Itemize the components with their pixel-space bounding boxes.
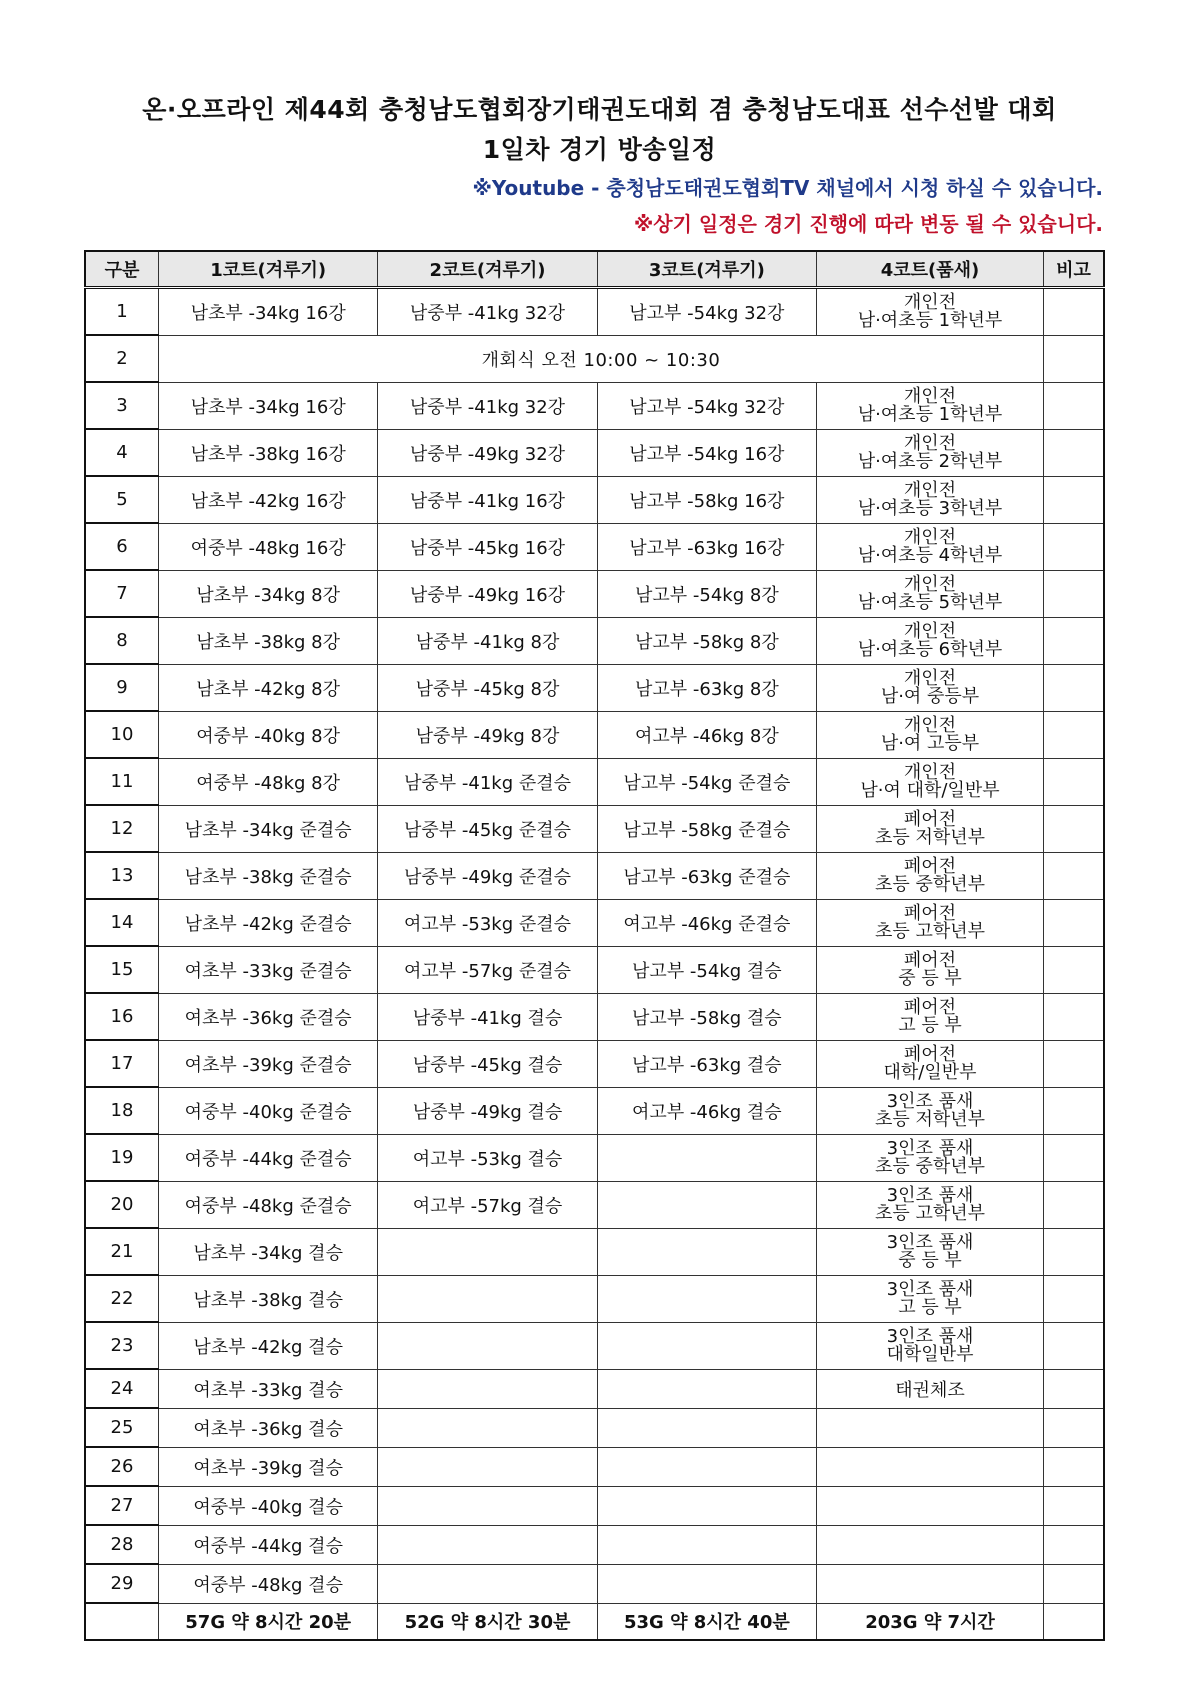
note-cell xyxy=(1043,382,1104,429)
row-number: 18 xyxy=(85,1087,158,1134)
court4-division: 초등 중학년부 xyxy=(874,1155,986,1177)
table-row xyxy=(85,1564,1104,1603)
court4-event-type: 3인조 품새 xyxy=(886,1137,974,1159)
court1-cell: 여중부 -40kg 결승 xyxy=(158,1486,377,1525)
table-row xyxy=(85,1486,1104,1525)
note-cell xyxy=(1043,899,1104,946)
court3-cell: 여고부 -46kg 결승 xyxy=(597,1087,816,1134)
row-number: 7 xyxy=(85,570,158,617)
court3-cell: 남고부 -63kg 16강 xyxy=(597,523,816,570)
court4-event-type: 3인조 품새 xyxy=(886,1184,974,1206)
court1-cell: 여중부 -48kg 결승 xyxy=(158,1564,377,1603)
row-number: 14 xyxy=(85,899,158,946)
note-cell xyxy=(1043,1408,1104,1447)
court4-division: 초등 고학년부 xyxy=(874,1202,986,1224)
court4-cell xyxy=(817,805,1044,852)
court2-cell: 남중부 -49kg 32강 xyxy=(378,429,597,476)
note-cell xyxy=(1043,946,1104,993)
court4-division: 중 등 부 xyxy=(898,1249,962,1271)
court4-division: 남·여 고등부 xyxy=(880,732,980,754)
table-row xyxy=(85,1134,1104,1181)
note-cell xyxy=(1043,664,1104,711)
court3-cell: 남고부 -63kg 준결승 xyxy=(597,852,816,899)
note-cell xyxy=(1043,1525,1104,1564)
youtube-notice: ※Youtube - 충청남도태권도협회TV 채널에서 시청 하실 수 있습니다. xyxy=(472,176,1103,200)
court3-cell xyxy=(597,1181,816,1228)
court1-cell: 남초부 -34kg 결승 xyxy=(158,1228,377,1275)
row-number: 20 xyxy=(85,1181,158,1228)
header-court3: 3코트(겨루기) xyxy=(597,251,816,288)
court4-event-type: 3인조 품새 xyxy=(886,1090,974,1112)
court1-cell: 남초부 -42kg 16강 xyxy=(158,476,377,523)
court4-event-type: 개인전 xyxy=(903,291,957,313)
court3-cell: 남고부 -63kg 8강 xyxy=(597,664,816,711)
note-cell xyxy=(1043,1369,1104,1408)
court4-division: 남·여 중등부 xyxy=(880,685,980,707)
totals-court3: 53G 약 8시간 40분 xyxy=(597,1603,816,1640)
court4-division: 남·여 대학/일반부 xyxy=(860,779,1000,801)
court2-cell: 여고부 -57kg 결승 xyxy=(378,1181,597,1228)
court2-cell xyxy=(378,1486,597,1525)
row-number: 21 xyxy=(85,1228,158,1275)
court1-cell: 남초부 -34kg 16강 xyxy=(158,382,377,429)
table-row xyxy=(85,852,1104,899)
note-cell xyxy=(1043,617,1104,664)
court2-cell: 남중부 -45kg 결승 xyxy=(378,1040,597,1087)
schedule-body xyxy=(85,288,1104,1604)
opening-ceremony-cell: 개회식 오전 10:00 ~ 10:30 xyxy=(158,335,1043,382)
court3-cell xyxy=(597,1228,816,1275)
header-no: 구분 xyxy=(85,251,158,288)
court4-cell xyxy=(817,664,1044,711)
court1-cell: 여중부 -44kg 결승 xyxy=(158,1525,377,1564)
court2-cell: 남중부 -41kg 32강 xyxy=(378,382,597,429)
court2-cell: 여고부 -53kg 결승 xyxy=(378,1134,597,1181)
court4-division: 남·여초등 3학년부 xyxy=(857,497,1003,519)
table-row xyxy=(85,429,1104,476)
table-row xyxy=(85,946,1104,993)
row-number: 16 xyxy=(85,993,158,1040)
table-row xyxy=(85,664,1104,711)
court4-cell xyxy=(817,1134,1044,1181)
court1-cell: 남초부 -38kg 8강 xyxy=(158,617,377,664)
court4-event-type: 페어전 xyxy=(903,1043,957,1065)
row-number: 15 xyxy=(85,946,158,993)
court4-event-type: 페어전 xyxy=(903,855,957,877)
court4-cell xyxy=(817,1408,1044,1447)
court4-event-type: 개인전 xyxy=(903,432,957,454)
totals-court4: 203G 약 7시간 xyxy=(817,1603,1044,1640)
totals-no xyxy=(85,1603,158,1640)
note-cell xyxy=(1043,335,1104,382)
court4-event-type: 개인전 xyxy=(903,714,957,736)
court4-cell xyxy=(817,1228,1044,1275)
court4-cell: 태권체조 xyxy=(817,1369,1044,1408)
court1-cell: 여중부 -40kg 준결승 xyxy=(158,1087,377,1134)
court4-cell xyxy=(817,1322,1044,1369)
court4-event-type: 3인조 품새 xyxy=(886,1325,974,1347)
court4-division: 대학일반부 xyxy=(886,1343,974,1365)
court4-cell xyxy=(817,758,1044,805)
row-number: 13 xyxy=(85,852,158,899)
court4-event-type: 개인전 xyxy=(903,526,957,548)
table-row xyxy=(85,1040,1104,1087)
court2-cell: 남중부 -41kg 16강 xyxy=(378,476,597,523)
note-cell xyxy=(1043,1275,1104,1322)
court2-cell xyxy=(378,1447,597,1486)
note-cell xyxy=(1043,1322,1104,1369)
header-court1: 1코트(겨루기) xyxy=(158,251,377,288)
court4-division: 남·여초등 4학년부 xyxy=(857,544,1003,566)
totals-court2: 52G 약 8시간 30분 xyxy=(378,1603,597,1640)
court2-cell: 남중부 -41kg 32강 xyxy=(378,288,597,336)
court2-cell: 남중부 -41kg 8강 xyxy=(378,617,597,664)
note-cell xyxy=(1043,476,1104,523)
court4-cell xyxy=(817,1087,1044,1134)
court4-division: 남·여초등 6학년부 xyxy=(857,638,1003,660)
court4-cell xyxy=(817,711,1044,758)
table-row xyxy=(85,570,1104,617)
court4-cell xyxy=(817,382,1044,429)
row-number: 17 xyxy=(85,1040,158,1087)
court4-division: 남·여초등 1학년부 xyxy=(857,309,1003,331)
court2-cell: 남중부 -45kg 준결승 xyxy=(378,805,597,852)
table-row xyxy=(85,523,1104,570)
note-cell xyxy=(1043,1486,1104,1525)
row-number: 23 xyxy=(85,1322,158,1369)
table-row xyxy=(85,899,1104,946)
court3-cell xyxy=(597,1564,816,1603)
header-court2: 2코트(겨루기) xyxy=(378,251,597,288)
row-number: 26 xyxy=(85,1447,158,1486)
row-number: 10 xyxy=(85,711,158,758)
court4-cell xyxy=(817,523,1044,570)
court1-cell: 여중부 -44kg 준결승 xyxy=(158,1134,377,1181)
court3-cell: 남고부 -54kg 32강 xyxy=(597,382,816,429)
court1-cell: 남초부 -38kg 결승 xyxy=(158,1275,377,1322)
court4-cell xyxy=(817,1525,1044,1564)
court4-event-type: 개인전 xyxy=(903,479,957,501)
document-subtitle: 1일차 경기 방송일정 xyxy=(482,135,717,164)
court3-cell: 여고부 -46kg 준결승 xyxy=(597,899,816,946)
court2-cell xyxy=(378,1408,597,1447)
table-row xyxy=(85,1228,1104,1275)
table-row xyxy=(85,1181,1104,1228)
table-row xyxy=(85,1369,1104,1408)
court2-cell: 남중부 -45kg 16강 xyxy=(378,523,597,570)
court4-division: 남·여초등 1학년부 xyxy=(857,403,1003,425)
table-row xyxy=(85,335,1104,382)
court1-cell: 여중부 -48kg 준결승 xyxy=(158,1181,377,1228)
row-number: 28 xyxy=(85,1525,158,1564)
note-cell xyxy=(1043,288,1104,336)
note-cell xyxy=(1043,852,1104,899)
court4-division: 고 등 부 xyxy=(898,1296,962,1318)
totals-note xyxy=(1043,1603,1104,1640)
schedule-table xyxy=(84,250,1105,1641)
court1-cell: 여중부 -48kg 16강 xyxy=(158,523,377,570)
court3-cell: 남고부 -58kg 8강 xyxy=(597,617,816,664)
table-row xyxy=(85,1087,1104,1134)
court3-cell: 남고부 -58kg 결승 xyxy=(597,993,816,1040)
court1-cell: 남초부 -42kg 준결승 xyxy=(158,899,377,946)
court4-cell xyxy=(817,1275,1044,1322)
table-row xyxy=(85,993,1104,1040)
note-cell xyxy=(1043,1447,1104,1486)
court4-event-type: 3인조 품새 xyxy=(886,1231,974,1253)
court2-cell xyxy=(378,1564,597,1603)
note-cell xyxy=(1043,570,1104,617)
court4-event-type: 3인조 품새 xyxy=(886,1278,974,1300)
row-number: 2 xyxy=(85,335,158,382)
court4-division: 초등 저학년부 xyxy=(874,1108,986,1130)
court1-cell: 남초부 -38kg 준결승 xyxy=(158,852,377,899)
court4-cell xyxy=(817,288,1044,336)
row-number: 6 xyxy=(85,523,158,570)
row-number: 5 xyxy=(85,476,158,523)
note-cell xyxy=(1043,1040,1104,1087)
court3-cell: 남고부 -63kg 결승 xyxy=(597,1040,816,1087)
court1-cell: 여초부 -33kg 준결승 xyxy=(158,946,377,993)
court4-cell xyxy=(817,429,1044,476)
schedule-change-notice: ※상기 일정은 경기 진행에 따라 변동 될 수 있습니다. xyxy=(633,212,1103,236)
court2-cell: 남중부 -45kg 8강 xyxy=(378,664,597,711)
header-row xyxy=(85,251,1104,288)
court4-event-type: 페어전 xyxy=(903,949,957,971)
table-row xyxy=(85,1322,1104,1369)
court4-division: 중 등 부 xyxy=(898,967,962,989)
table-row xyxy=(85,711,1104,758)
note-cell xyxy=(1043,1134,1104,1181)
row-number: 19 xyxy=(85,1134,158,1181)
court4-cell xyxy=(817,1447,1044,1486)
court4-cell xyxy=(817,993,1044,1040)
court4-cell xyxy=(817,476,1044,523)
note-cell xyxy=(1043,1181,1104,1228)
court2-cell xyxy=(378,1369,597,1408)
note-cell xyxy=(1043,1228,1104,1275)
court1-cell: 남초부 -38kg 16강 xyxy=(158,429,377,476)
court3-cell: 남고부 -54kg 결승 xyxy=(597,946,816,993)
court3-cell xyxy=(597,1369,816,1408)
court4-division: 남·여초등 5학년부 xyxy=(857,591,1003,613)
header-note: 비고 xyxy=(1043,251,1104,288)
court2-cell xyxy=(378,1275,597,1322)
note-cell xyxy=(1043,1564,1104,1603)
note-cell xyxy=(1043,711,1104,758)
court2-cell: 남중부 -49kg 결승 xyxy=(378,1087,597,1134)
court4-division: 초등 고학년부 xyxy=(874,920,986,942)
court4-cell xyxy=(817,1181,1044,1228)
court3-cell: 남고부 -54kg 16강 xyxy=(597,429,816,476)
court3-cell xyxy=(597,1525,816,1564)
court2-cell: 남중부 -49kg 준결승 xyxy=(378,852,597,899)
court1-cell: 여초부 -39kg 준결승 xyxy=(158,1040,377,1087)
note-cell xyxy=(1043,523,1104,570)
court3-cell: 남고부 -54kg 32강 xyxy=(597,288,816,336)
table-row xyxy=(85,758,1104,805)
court1-cell: 남초부 -34kg 16강 xyxy=(158,288,377,336)
row-number: 4 xyxy=(85,429,158,476)
table-row xyxy=(85,476,1104,523)
court1-cell: 남초부 -34kg 준결승 xyxy=(158,805,377,852)
court4-cell xyxy=(817,617,1044,664)
court4-cell xyxy=(817,1040,1044,1087)
court4-event-type: 페어전 xyxy=(903,996,957,1018)
court1-cell: 남초부 -34kg 8강 xyxy=(158,570,377,617)
court1-cell: 여초부 -36kg 준결승 xyxy=(158,993,377,1040)
table-row xyxy=(85,288,1104,336)
court2-cell: 남중부 -41kg 결승 xyxy=(378,993,597,1040)
court4-event-type: 개인전 xyxy=(903,667,957,689)
row-number: 8 xyxy=(85,617,158,664)
court3-cell xyxy=(597,1134,816,1181)
court4-division: 대학/일반부 xyxy=(883,1061,977,1083)
totals-court1: 57G 약 8시간 20분 xyxy=(158,1603,377,1640)
row-number: 24 xyxy=(85,1369,158,1408)
row-number: 9 xyxy=(85,664,158,711)
court4-event-type: 페어전 xyxy=(903,808,957,830)
court4-division: 남·여초등 2학년부 xyxy=(857,450,1003,472)
row-number: 12 xyxy=(85,805,158,852)
note-cell xyxy=(1043,1087,1104,1134)
court4-cell xyxy=(817,570,1044,617)
court1-cell: 여초부 -33kg 결승 xyxy=(158,1369,377,1408)
court4-division: 고 등 부 xyxy=(898,1014,962,1036)
court3-cell xyxy=(597,1408,816,1447)
court3-cell: 남고부 -54kg 8강 xyxy=(597,570,816,617)
row-number: 22 xyxy=(85,1275,158,1322)
court2-cell: 여고부 -53kg 준결승 xyxy=(378,899,597,946)
court3-cell: 남고부 -54kg 준결승 xyxy=(597,758,816,805)
court3-cell xyxy=(597,1486,816,1525)
court4-division: 초등 저학년부 xyxy=(874,826,986,848)
court1-cell: 여초부 -36kg 결승 xyxy=(158,1408,377,1447)
court1-cell: 남초부 -42kg 8강 xyxy=(158,664,377,711)
court3-cell xyxy=(597,1447,816,1486)
court1-cell: 여초부 -39kg 결승 xyxy=(158,1447,377,1486)
court3-cell: 여고부 -46kg 8강 xyxy=(597,711,816,758)
table-row xyxy=(85,1525,1104,1564)
table-row xyxy=(85,1275,1104,1322)
header-court4: 4코트(품새) xyxy=(817,251,1044,288)
court4-cell xyxy=(817,899,1044,946)
note-cell xyxy=(1043,758,1104,805)
court1-cell: 여중부 -40kg 8강 xyxy=(158,711,377,758)
court3-cell xyxy=(597,1275,816,1322)
row-number: 11 xyxy=(85,758,158,805)
note-cell xyxy=(1043,805,1104,852)
court4-cell xyxy=(817,1564,1044,1603)
court3-cell: 남고부 -58kg 준결승 xyxy=(597,805,816,852)
table-row xyxy=(85,805,1104,852)
court2-cell xyxy=(378,1322,597,1369)
court2-cell: 남중부 -41kg 준결승 xyxy=(378,758,597,805)
row-number: 1 xyxy=(85,288,158,336)
court2-cell: 남중부 -49kg 8강 xyxy=(378,711,597,758)
court4-cell xyxy=(817,1486,1044,1525)
court4-event-type: 개인전 xyxy=(903,761,957,783)
row-number: 29 xyxy=(85,1564,158,1603)
court4-event-type: 개인전 xyxy=(903,385,957,407)
court2-cell xyxy=(378,1525,597,1564)
document-title: 온·오프라인 제44회 충청남도협회장기태권도대회 겸 충청남도대표 선수선발 대회 xyxy=(142,95,1057,124)
note-cell xyxy=(1043,993,1104,1040)
court4-event-type: 개인전 xyxy=(903,620,957,642)
totals-row xyxy=(85,1603,1104,1640)
row-number: 27 xyxy=(85,1486,158,1525)
table-row xyxy=(85,1447,1104,1486)
court4-cell xyxy=(817,946,1044,993)
table-row xyxy=(85,1408,1104,1447)
row-number: 3 xyxy=(85,382,158,429)
court1-cell: 남초부 -42kg 결승 xyxy=(158,1322,377,1369)
court2-cell: 남중부 -49kg 16강 xyxy=(378,570,597,617)
court3-cell xyxy=(597,1322,816,1369)
court4-division: 초등 중학년부 xyxy=(874,873,986,895)
row-number: 25 xyxy=(85,1408,158,1447)
court1-cell: 여중부 -48kg 8강 xyxy=(158,758,377,805)
court3-cell: 남고부 -58kg 16강 xyxy=(597,476,816,523)
table-row xyxy=(85,382,1104,429)
note-cell xyxy=(1043,429,1104,476)
court2-cell: 여고부 -57kg 준결승 xyxy=(378,946,597,993)
court4-event-type: 페어전 xyxy=(903,902,957,924)
table-row xyxy=(85,617,1104,664)
court4-event-type: 개인전 xyxy=(903,573,957,595)
court2-cell xyxy=(378,1228,597,1275)
court4-cell xyxy=(817,852,1044,899)
